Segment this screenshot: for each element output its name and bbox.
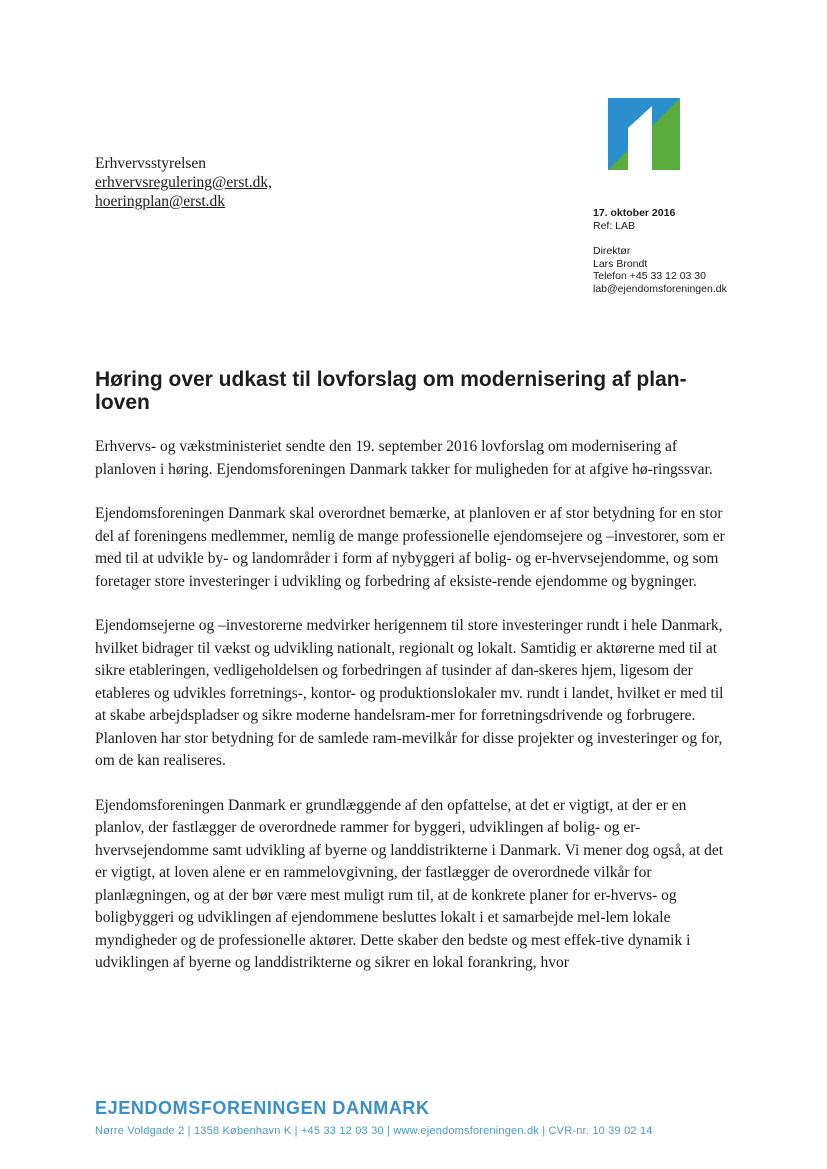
recipient-block — [95, 154, 272, 211]
recipient-name: Erhvervsstyrelsen — [95, 155, 207, 172]
sender-name: Lars Brondt — [593, 257, 648, 270]
house-logo-icon — [608, 98, 680, 170]
footer-organization-name: EJENDOMSFORENINGEN DANMARK — [95, 1098, 430, 1118]
body-paragraph: Ejendomsejerne og –investorerne medvirker herigennem til store investeringer rundt i hele Danmark, hvilket bidrager til vækst og udvikling nationalt, regionalt og lokalt. Samtidig er aktørerne med til at sikre etableringen, vedligeholdelsen og forbedringen af tusinder af dan-skeres hjem, ligesom der etableres og udvikles forretnings-, kontor- og produktionslokaler mv. rundt i landet, hvilket er med til at skabe arbejdspladser og sikre moderne handelsram-mer for forretningsdrivende og forbrugere. Planloven har stor betydning for de samlede ram-mevilkår for disse projekter og investeringer og for, om de kan realiseres. — [95, 617, 724, 769]
sender-email: lab@ejendomsforeningen.dk — [593, 282, 727, 295]
letter-reference: Ref: LAB — [593, 219, 636, 232]
body-paragraph: Ejendomsforeningen Danmark er grundlæggende af den opfattelse, at det er vigtigt, at der er en planlov, der fastlægger de overordnede rammer for byggeri, udviklingen af bolig- og er-hvervsejendomme samt udvikling af byerne og landdistrikterne i Danmark. Vi mener dog også, at det er vigtigt, at loven alene er en rammelovgivning, der fastlægger de overordnede vilkår for planlægningen, og at der bør være mest muligt rum til, at de konkrete planer for er-hvervs- og boligbyggeri og udviklingen af ejendommene besluttes lokalt i et samarbejde mel-lem lokale myndigheder og de professionelle aktører. Dette skaber den bedste og mest effek-tive dynamik i udviklingen af byerne og landdistrikterne og sikrer en lokal forankring, hvor — [95, 796, 724, 971]
recipient-email-link-2[interactable]: hoeringplan@erst.dk — [95, 193, 226, 210]
recipient-email-link[interactable]: erhvervsregulering@erst.dk, — [95, 174, 272, 191]
letterhead-footer — [95, 1098, 653, 1137]
body-paragraph: Erhvervs- og vækstministeriet sendte den 19. september 2016 lovforslag om modernisering af planloven i høring. Ejendomsforeningen Danmark takker for muligheden for at afgive hø-ringssvar. — [95, 438, 713, 478]
letter-meta — [593, 207, 727, 295]
organization-logo — [608, 98, 680, 170]
letter-date: 17. oktober 2016 — [593, 207, 676, 219]
letter-title: Høring over udkast til lovforslag om modernisering af plan-loven — [95, 368, 687, 414]
footer-address: Nørre Voldgade 2 | 1358 København K | +45 33 12 03 30 | www.ejendomsforeningen.dk | CVR-nr. 10 39 02 14 — [95, 1125, 653, 1137]
body-paragraph: Ejendomsforeningen Danmark skal overordnet bemærke, at planloven er af stor betydning for en stor del af foreningens medlemmer, nemlig de mange professionelle ejendomsejere og –investorer, som er med til at udvikle by- og landområder i form af nybyggeri af bolig- og er-hvervsejendomme, og som foretager store investeringer i udvikling og forbedring af eksiste-rende ejendomme og bygninger. — [95, 505, 725, 590]
sender-title: Direktør — [593, 245, 631, 257]
sender-phone: Telefon +45 33 12 03 30 — [593, 270, 706, 282]
letter-body — [95, 436, 727, 975]
